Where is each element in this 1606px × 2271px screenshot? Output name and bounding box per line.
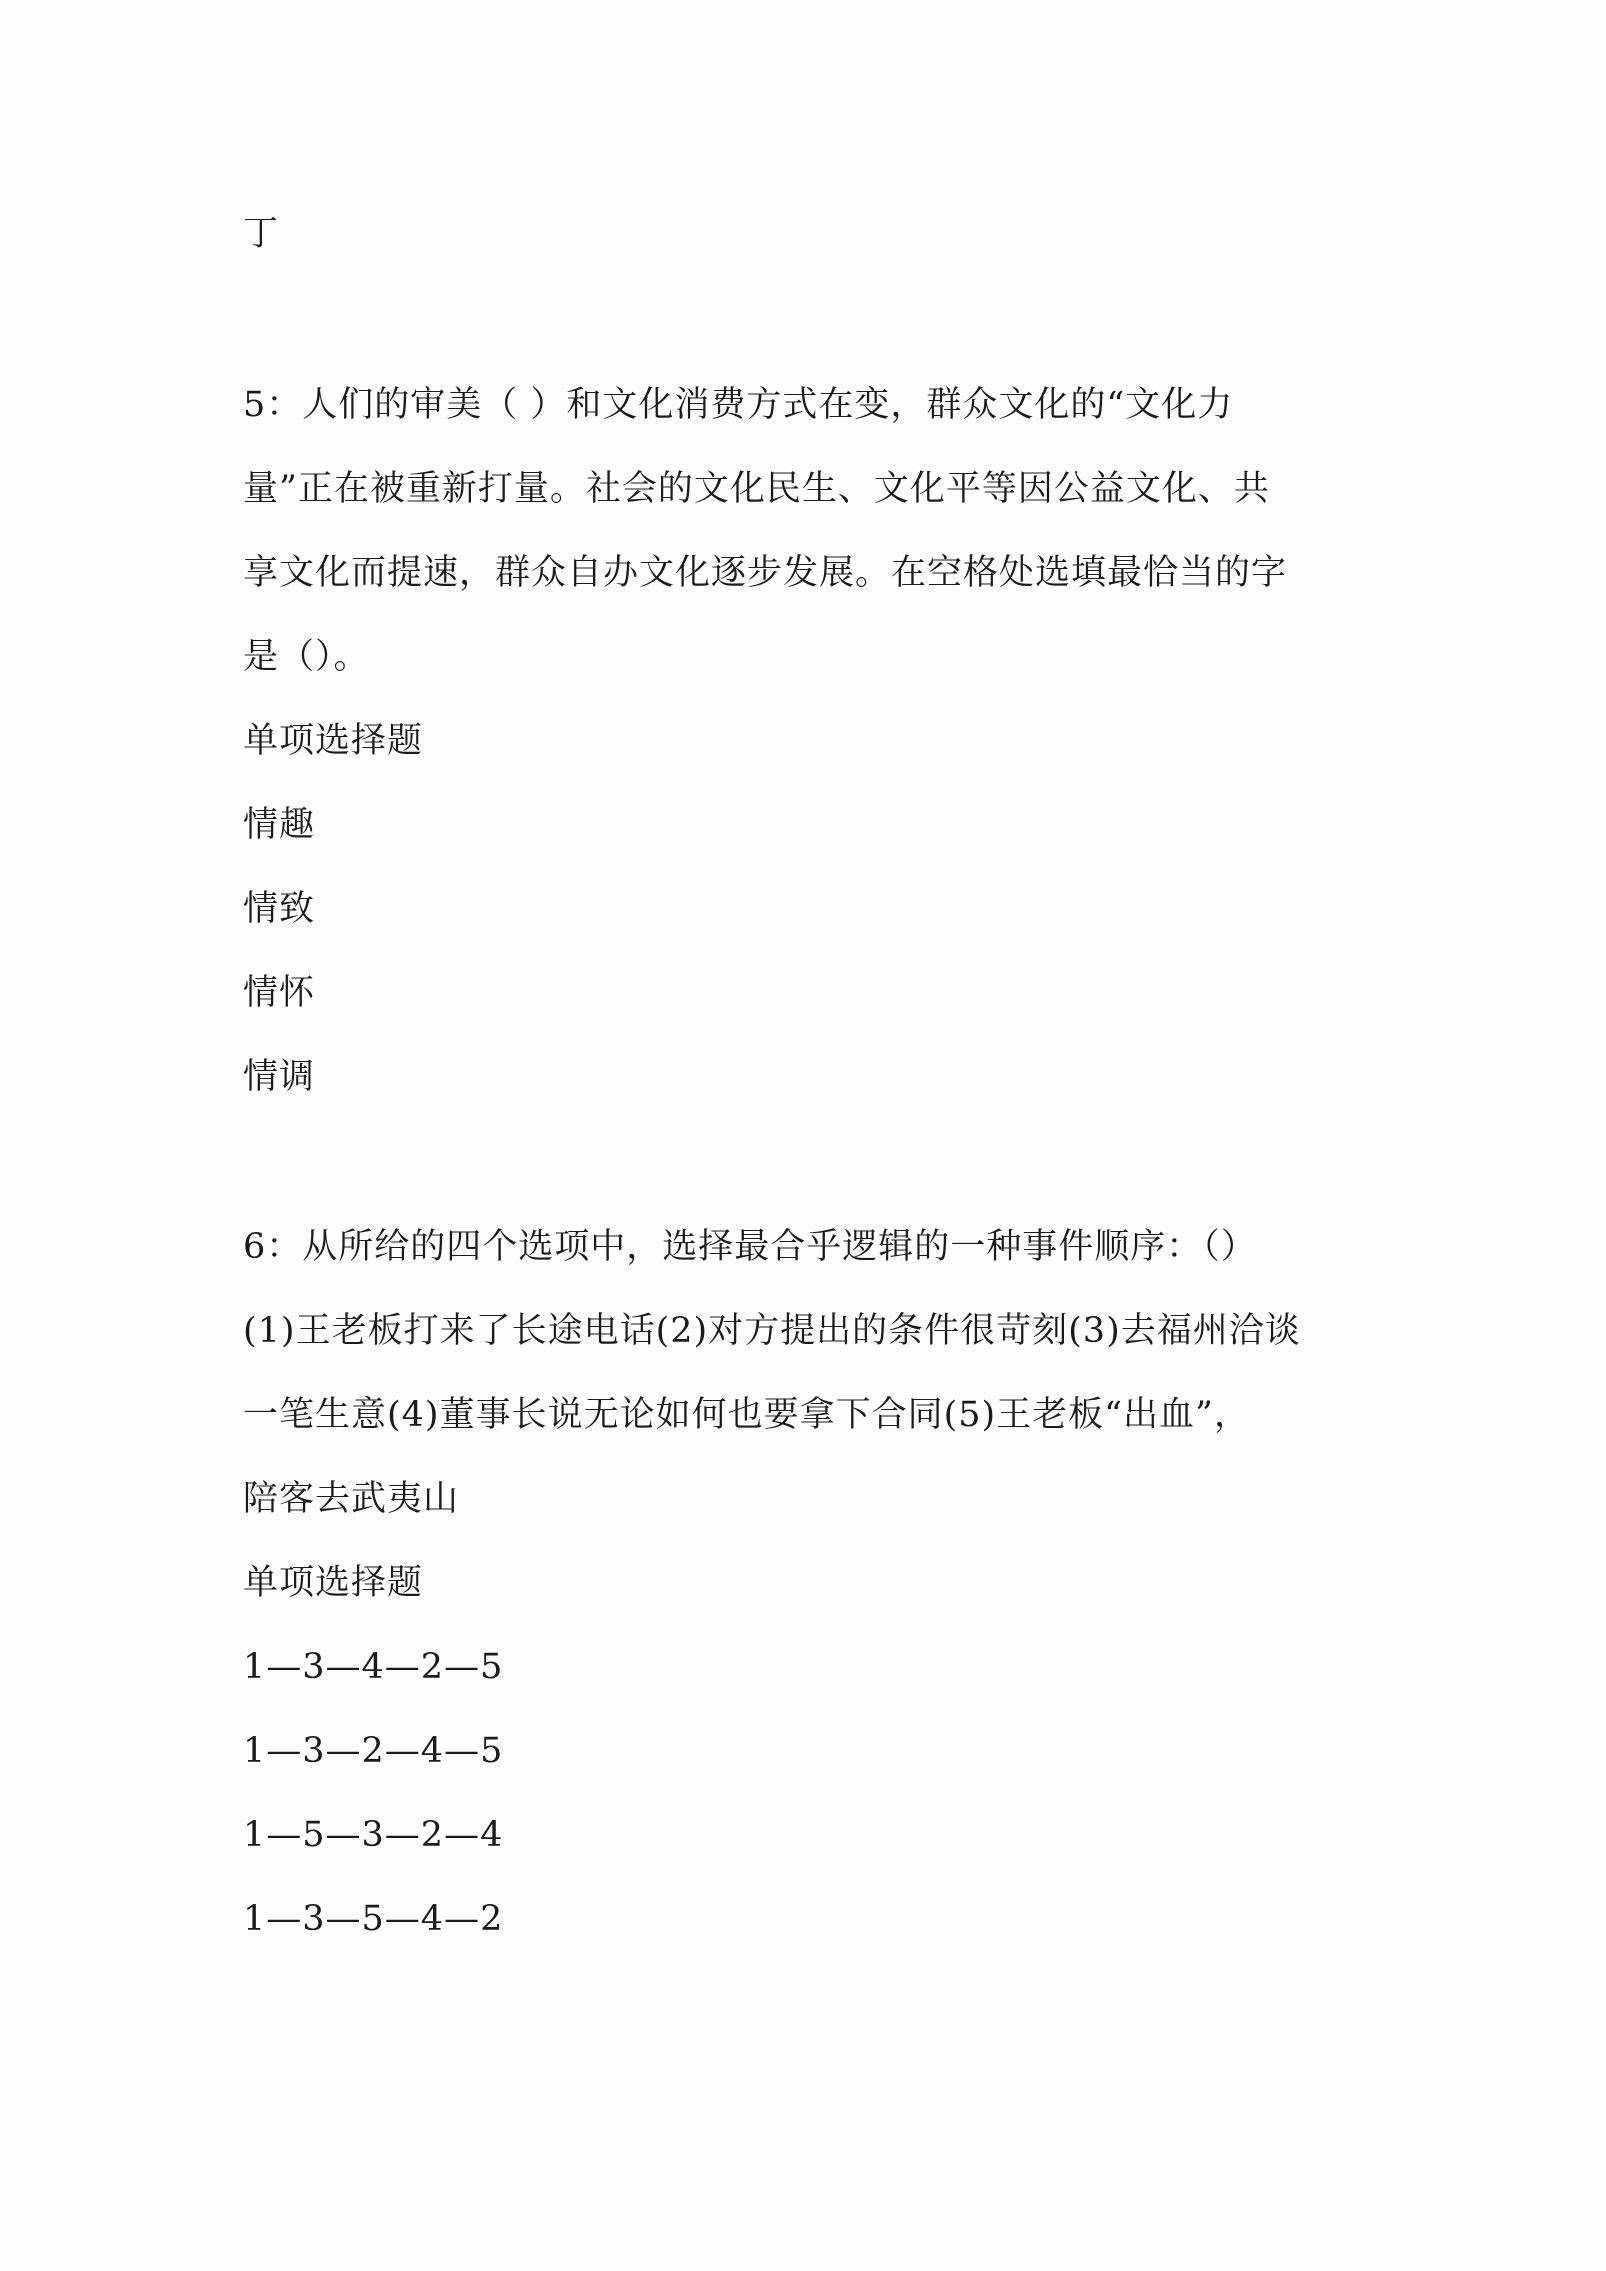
question-text-line: 一笔生意(4)董事长说无论如何也要拿下合同(5)王老板“出血”， bbox=[243, 1395, 1250, 1435]
answer-option: 情趣 bbox=[243, 805, 316, 845]
answer-option: 1—5—3—2—4 bbox=[243, 1815, 504, 1855]
question-text-line: 享文化而提速，群众自办文化逐步发展。在空格处选填最恰当的字 bbox=[243, 553, 1288, 593]
question-text-line: 6：从所给的四个选项中，选择最合乎逻辑的一种事件顺序：（） bbox=[243, 1227, 1257, 1267]
answer-option: 情怀 bbox=[243, 973, 316, 1013]
answer-option: 情调 bbox=[243, 1057, 316, 1097]
answer-option: 1—3—5—4—2 bbox=[243, 1899, 504, 1939]
question-text-line: 是（）。 bbox=[243, 637, 370, 677]
question-type-label: 单项选择题 bbox=[243, 721, 424, 761]
page-top-fragment: 丁 bbox=[243, 214, 280, 254]
answer-option: 1—3—2—4—5 bbox=[243, 1731, 504, 1771]
answer-option: 情致 bbox=[243, 889, 316, 929]
question-text-line: 量”正在被重新打量。社会的文化民生、文化平等因公益文化、共 bbox=[243, 469, 1270, 509]
question-text-line: (1)王老板打来了长途电话(2)对方提出的条件很苛刻(3)去福州洽谈 bbox=[243, 1311, 1301, 1351]
answer-option: 1—3—4—2—5 bbox=[243, 1647, 504, 1687]
question-text-line: 陪客去武夷山 bbox=[243, 1479, 460, 1519]
question-text-line: 5：人们的审美（ ）和文化消费方式在变，群众文化的“文化力 bbox=[243, 385, 1234, 425]
question-type-label: 单项选择题 bbox=[243, 1563, 424, 1603]
